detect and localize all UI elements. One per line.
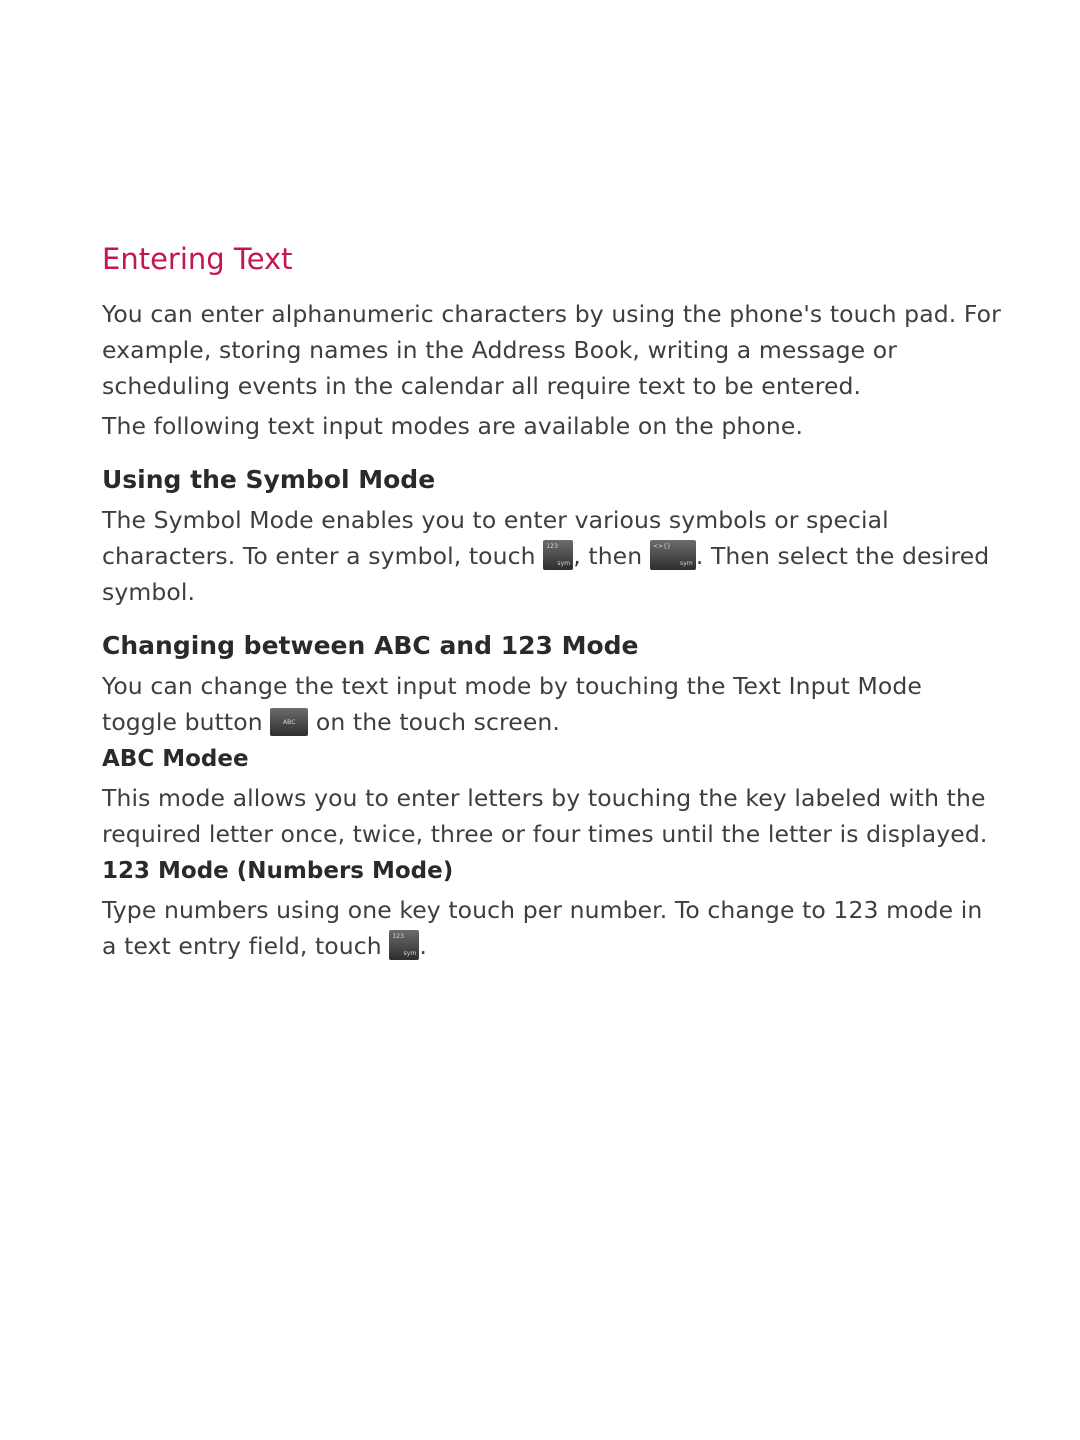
abc-mode-paragraph: This mode allows you to enter letters by touching the key labeled with the required letter once, twice, three or four times until the letter is displayed. (102, 784, 988, 848)
key-label-bottom: sym (679, 560, 693, 567)
abc-mode-heading: ABC Modee (102, 746, 249, 772)
key-label: ABC (282, 719, 296, 726)
manual-page (102, 236, 1002, 964)
sym-key-icon (650, 540, 696, 570)
key-label-bottom: sym (557, 560, 571, 567)
abc-toggle-icon (270, 708, 308, 736)
changing-mode-text-a: You can change the text input mode by touching the Text Input Mode toggle button (102, 672, 922, 736)
123-sym-key-icon (543, 540, 573, 570)
symbol-mode-text-c: . Then select the desired symbol. (102, 542, 990, 606)
numbers-mode-paragraph (102, 892, 1002, 964)
symbol-mode-paragraph (102, 502, 1002, 610)
section-title: Entering Text (102, 242, 293, 276)
modes-available-paragraph: The following text input modes are available on the phone. (102, 412, 804, 440)
changing-mode-text-b: on the touch screen. (308, 708, 560, 736)
numbers-mode-text-b: . (419, 932, 427, 960)
numbers-mode-heading: 123 Mode (Numbers Mode) (102, 858, 454, 884)
symbol-mode-heading: Using the Symbol Mode (102, 465, 436, 494)
changing-mode-heading: Changing between ABC and 123 Mode (102, 631, 639, 660)
changing-mode-paragraph (102, 668, 1002, 740)
key-label-top: 123 (392, 933, 405, 940)
key-label-top: <>{} (652, 543, 671, 550)
key-label-bottom: sym (403, 950, 417, 957)
symbol-mode-text-b: , then (573, 542, 650, 570)
symbol-mode-text-a: The Symbol Mode enables you to enter various symbols or special characters. To enter a symbol, touch (102, 506, 889, 570)
key-label-top: 123 (546, 543, 558, 550)
123-key-icon (389, 930, 419, 960)
intro-paragraph: You can enter alphanumeric characters by using the phone's touch pad. For example, storing names in the Address Book, writing a message or scheduling events in the calendar all require text to be entered. (102, 300, 1001, 400)
numbers-mode-text-a: Type numbers using one key touch per number. To change to 123 mode in a text entry field, touch (102, 896, 983, 960)
